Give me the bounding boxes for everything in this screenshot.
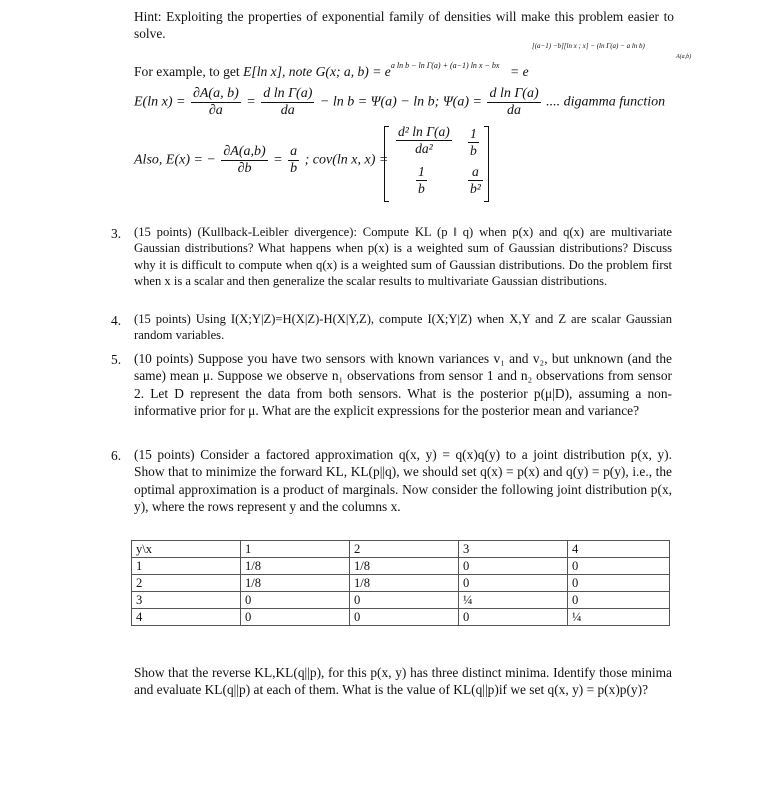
example-line xyxy=(134,42,694,82)
also-frac-1: $\frac{\partial A(a,b)}{\partial b}$ xyxy=(223,144,266,176)
table-cell: 0 xyxy=(568,592,670,609)
also-lhs: Also, E(x) = − xyxy=(134,152,216,168)
table-cell: 0 xyxy=(568,575,670,592)
table-cell: ¼ xyxy=(568,609,670,626)
table-cell: 3 xyxy=(132,592,241,609)
also-cov: ; cov(ln x, x) = xyxy=(304,152,389,168)
problem-3-text: (15 points) (Kullback-Leibler divergence): Compute KL (p ‖ q) when p(x) and q(x) are multivariate Gaussian distributions? What happens when p(x) is a weighted sum of Gaussian distributions? Discuss why it is difficult to compute when q(x) is a weighted sum of Gaussian distributions. Do the problem first when x is a scalar and then generalize the scalar results to multivariate Gaussian distributions. xyxy=(134,225,672,288)
table-cell: 0 xyxy=(459,575,568,592)
table-row xyxy=(132,558,670,575)
table-row xyxy=(132,592,670,609)
table-cell: 0 xyxy=(350,592,459,609)
example-exponent-sub: A(a,b) xyxy=(676,54,692,60)
table-cell: ¼ xyxy=(459,592,568,609)
example-expectation: E[ln x] xyxy=(243,64,282,79)
eln-lhs: E(ln x) = xyxy=(134,94,186,110)
matrix-m22: $\frac{a}{\text{b²}}$ xyxy=(470,164,481,196)
closing-text: Show that the reverse KL,KL(q||p), for this p(x, y) has three distinct minima. Identify those minima and evaluate KL(q||p) at each of them. What is the value of KL(q||p)if we set q(x, y) = p(x)p(y)? xyxy=(134,665,672,698)
problem-6-number: 6. xyxy=(111,448,122,463)
problem-3-number: 3. xyxy=(111,226,122,241)
eln-mid: − ln b = Ψ(a) − ln b; Ψ(a) = xyxy=(319,94,482,110)
matrix-left-bracket xyxy=(384,126,389,202)
matrix-m12: $\frac{1}{b}$ xyxy=(470,126,477,158)
example-note: , note xyxy=(282,64,316,79)
example-eq-e: = e xyxy=(510,64,529,79)
table-header-cell: y\x xyxy=(132,541,241,558)
table-cell: 0 xyxy=(241,592,350,609)
table-cell: 0 xyxy=(568,558,670,575)
problem-4-text: (15 points) Using I(X;Y|Z)=H(X|Z)-H(X|Y,Z), compute I(X;Y|Z) when X,Y and Z are scalar Gaussian random variables. xyxy=(134,312,672,343)
hint-text: Hint: Exploiting the properties of exponential family of densities will make this problem easier to solve. xyxy=(134,9,674,42)
problem-5-text: (10 points) Suppose you have two sensors with known variances v₁ and v₂, but unknown (and the same) mean μ. Suppose we observe n₁ observations from sensor 1 and n₂ observations from sensor 2. Let D represent the data from both sensors. What is the posterior p(μ|D), assuming a non-informative prior for μ. What are the explicit expressions for the posterior mean and variance? xyxy=(134,351,672,418)
also-eq: = xyxy=(273,152,283,168)
table-cell: 4 xyxy=(132,609,241,626)
table-cell: 1 xyxy=(132,558,241,575)
eln-line xyxy=(134,86,665,119)
example-G-lhs: G(x; a, b) = e xyxy=(315,64,391,79)
table-header-cell: 4 xyxy=(568,541,670,558)
table-cell: 2 xyxy=(132,575,241,592)
also-line xyxy=(134,144,388,177)
eln-frac-2: $\frac{\text{d ln Γ(a)}}{da}$ xyxy=(263,86,313,118)
also-frac-2: $\frac{a}{b}$ xyxy=(290,144,298,176)
table-cell: 1/8 xyxy=(350,558,459,575)
problem-4-number: 4. xyxy=(111,313,122,328)
example-lead: For example, to get xyxy=(134,64,244,79)
eln-eq: = xyxy=(246,94,256,110)
example-G-exponent: a ln b − ln Γ(a) + (a−1) ln x − bx xyxy=(390,61,500,70)
table-cell: 0 xyxy=(350,609,459,626)
eln-frac-1: $\frac{\partial A(a, b)}{\partial a}$ xyxy=(192,86,239,118)
table-cell: 0 xyxy=(459,558,568,575)
table-cell: 0 xyxy=(459,609,568,626)
matrix-m11: $\frac{\text{d² ln Γ(a)}}{\text{da²}}$ xyxy=(398,124,450,156)
table-row xyxy=(132,609,670,626)
table-cell: 1/8 xyxy=(241,558,350,575)
table-header-row xyxy=(132,541,670,558)
table-cell: 1/8 xyxy=(350,575,459,592)
table-header-cell: 3 xyxy=(459,541,568,558)
problem-5-number: 5. xyxy=(111,352,122,367)
eln-frac-3: $\frac{\text{d ln Γ(a)}}{da}$ xyxy=(489,86,539,118)
table-cell: 1/8 xyxy=(241,575,350,592)
example-exponent-right: [(a−1) −b][ln x ; x] − (ln Γ(a) − a ln b) xyxy=(532,42,645,50)
problem-6-text: (15 points) Consider a factored approximation q(x, y) = q(x)q(y) to a joint distribution p(x, y). Show that to minimize the forward KL, KL(p||q), we should set q(x) = p(x) and q(y) = p(y), i.e., the optimal approximation is a product of marginals. Now consider the following joint distribution p(x, y), where the rows represent y and the columns x. xyxy=(134,447,672,514)
table-cell: 0 xyxy=(241,609,350,626)
table-header-cell: 2 xyxy=(350,541,459,558)
matrix-m21: $\frac{1}{b}$ xyxy=(418,164,425,196)
eln-tail: .... digamma function xyxy=(546,94,666,110)
joint-distribution-table xyxy=(131,540,670,626)
table-row xyxy=(132,575,670,592)
table-header-cell: 1 xyxy=(241,541,350,558)
